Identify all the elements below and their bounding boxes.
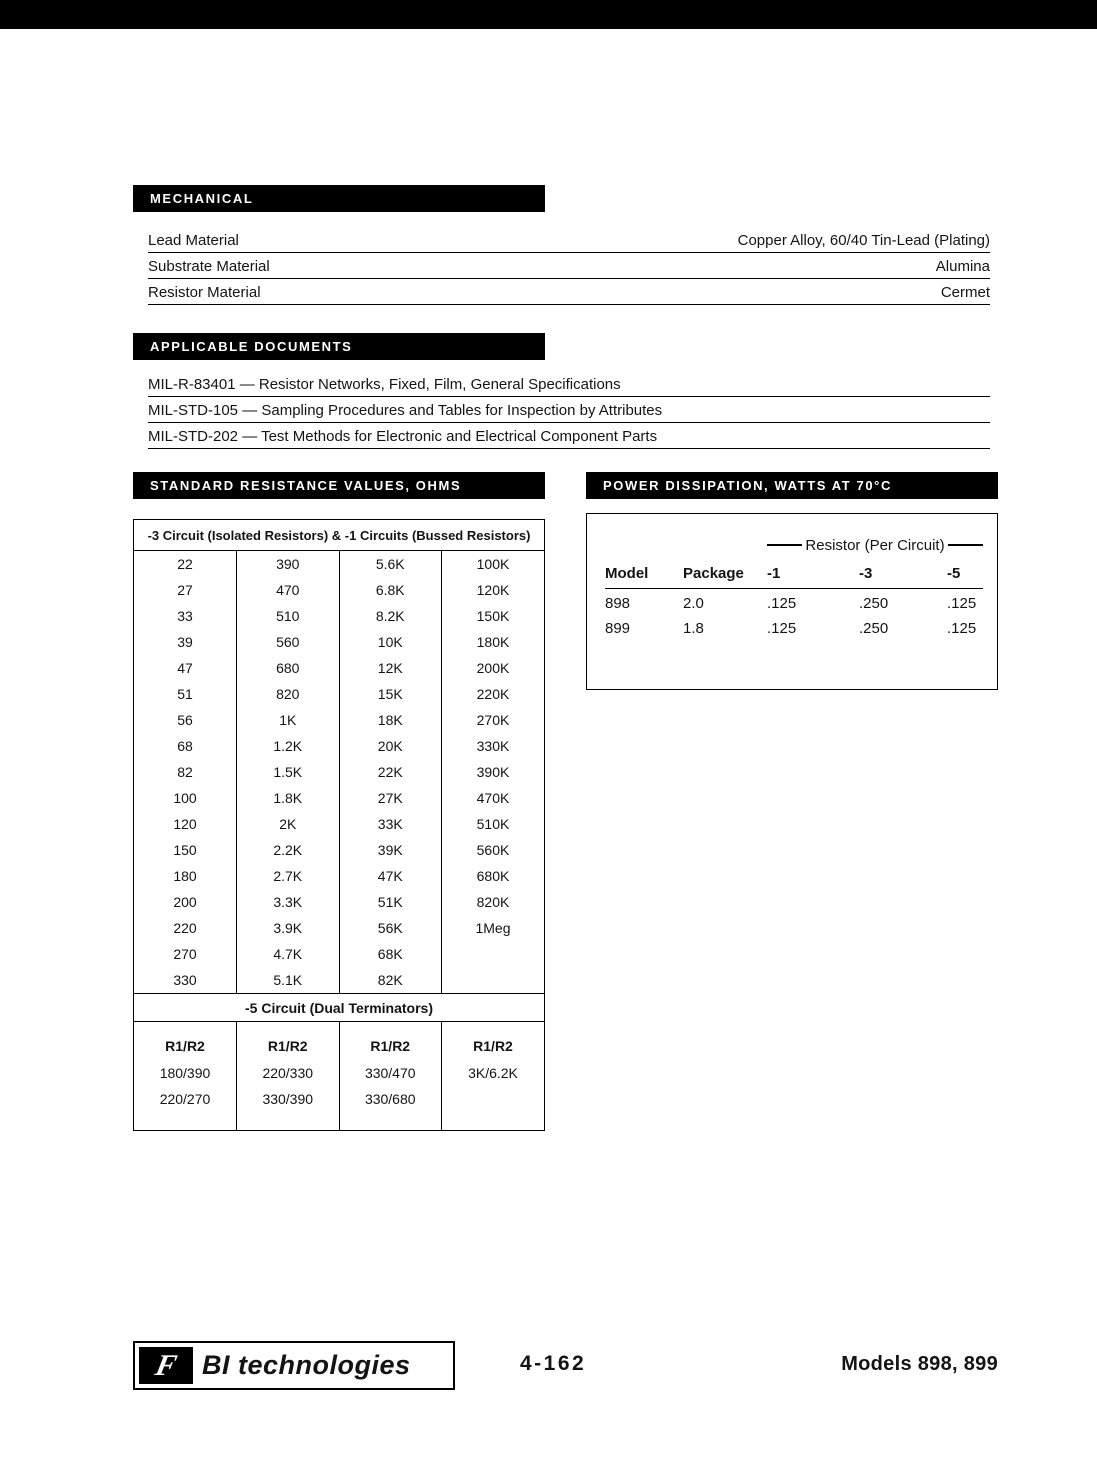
resistance-value: 1Meg: [475, 920, 511, 936]
power-dissipation-table-box: [586, 513, 998, 690]
resistance-value: 1K: [237, 707, 340, 733]
dual-row: [134, 1060, 544, 1086]
resistance-values-table: [133, 519, 545, 1131]
document-row: [148, 371, 990, 397]
resistance-value: 180K: [476, 634, 510, 650]
bi-technologies-logo: [133, 1341, 455, 1390]
models-label: Models 898, 899: [841, 1353, 998, 1375]
resistance-value: 820: [237, 681, 340, 707]
dual-value: 180/390: [134, 1060, 237, 1086]
resistance-value: 470K: [476, 790, 510, 806]
resistance-value: 2.2K: [237, 837, 340, 863]
resistance-grid-body: [134, 551, 544, 993]
resistance-value: 18K: [339, 707, 442, 733]
resistance-value: 680K: [476, 868, 510, 884]
resistance-value: 5.6K: [339, 551, 442, 577]
resistance-value: 47: [134, 655, 237, 681]
resistance-grid: [134, 551, 544, 993]
resistance-value: 220: [134, 915, 237, 941]
resistance-value: 27K: [339, 785, 442, 811]
dual-column-header: R1/R2: [339, 1022, 442, 1060]
power-value: .125: [947, 595, 977, 612]
resistance-row: [134, 733, 544, 759]
resistance-value: 22K: [339, 759, 442, 785]
power-dissipation-title: POWER DISSIPATION, WATTS AT 70°C: [603, 478, 892, 493]
resistance-value: 47K: [339, 863, 442, 889]
power-group-row: [605, 530, 983, 562]
resistance-value: [442, 941, 545, 967]
resistance-value: 6.8K: [339, 577, 442, 603]
column-header-minus5: -5: [947, 562, 983, 589]
dual-terminator-grid: [134, 1022, 544, 1130]
resistance-values-header-bar: [133, 472, 545, 499]
dual-filler-row: [134, 1112, 544, 1130]
resistance-row: [134, 785, 544, 811]
resistance-value: 39K: [339, 837, 442, 863]
resistance-value: 15K: [339, 681, 442, 707]
resistance-value: 560K: [476, 842, 510, 858]
resistance-value: 510K: [476, 816, 510, 832]
resistance-value: 200K: [476, 660, 510, 676]
resistance-value: 4.7K: [237, 941, 340, 967]
resistance-value: 120K: [476, 582, 510, 598]
resistance-row: [134, 941, 544, 967]
dual-column-header: R1/R2: [473, 1038, 513, 1054]
spec-value: Alumina: [935, 258, 990, 275]
resistance-value: 22: [134, 551, 237, 577]
document-row: [148, 397, 990, 423]
power-dissipation-table: [605, 530, 983, 639]
resistance-values-title: STANDARD RESISTANCE VALUES, OHMS: [150, 478, 462, 493]
power-row: [605, 589, 983, 615]
bi-logo-text: BI technologies: [202, 1350, 411, 1380]
resistance-row: [134, 629, 544, 655]
column-header-package: Package: [683, 562, 767, 589]
dual-value: [442, 1086, 545, 1112]
resistance-value: 560: [237, 629, 340, 655]
power-table-body: [605, 589, 983, 640]
power-value: .250: [859, 595, 889, 612]
dash-line-right: [948, 544, 983, 546]
document-text: MIL-STD-202 — Test Methods for Electronic and Electrical Component Parts: [148, 428, 658, 445]
resistance-value: 51K: [339, 889, 442, 915]
resistance-row: [134, 967, 544, 993]
document-row: [148, 423, 990, 449]
column-header-minus1: -1: [767, 562, 859, 589]
top-border-bar: [0, 0, 1097, 29]
power-value: .250: [859, 620, 889, 637]
dual-value: 220/270: [134, 1086, 237, 1112]
page-number: 4-162: [520, 1352, 587, 1375]
resistance-value: 82K: [339, 967, 442, 993]
resistance-row: [134, 551, 544, 577]
resistance-row: [134, 655, 544, 681]
resistance-value: 220K: [476, 686, 510, 702]
dual-column-header: R1/R2: [237, 1022, 340, 1060]
resistance-value: 100: [134, 785, 237, 811]
resistance-value: 820K: [476, 894, 510, 910]
resistance-row: [134, 863, 544, 889]
dual-value: 330/470: [339, 1060, 442, 1086]
power-header-row: [605, 562, 983, 589]
resistance-value: 270: [134, 941, 237, 967]
resistance-value: 200: [134, 889, 237, 915]
column-header-model: Model: [605, 562, 683, 589]
resistance-row: [134, 811, 544, 837]
resistance-value: 150: [134, 837, 237, 863]
resistance-row: [134, 577, 544, 603]
power-value: .125: [767, 620, 797, 637]
spec-row: [148, 253, 990, 279]
resistance-value: 20K: [339, 733, 442, 759]
power-dissipation-header-bar: [586, 472, 998, 499]
resistance-value: 390: [237, 551, 340, 577]
dash-line-left: [767, 544, 802, 546]
spec-value: Copper Alloy, 60/40 Tin-Lead (Plating): [737, 232, 990, 249]
power-value: 2.0: [683, 595, 704, 612]
resistance-value: 82: [134, 759, 237, 785]
dual-column-header: R1/R2: [134, 1022, 237, 1060]
resistance-value: 1.8K: [237, 785, 340, 811]
resistance-value: 12K: [339, 655, 442, 681]
resistance-value: 39: [134, 629, 237, 655]
resistance-value: 330K: [476, 738, 510, 754]
document-text: MIL-STD-105 — Sampling Procedures and Tables for Inspection by Attributes: [148, 402, 663, 419]
column-header-minus3: -3: [859, 562, 947, 589]
resistance-value: 33K: [339, 811, 442, 837]
dual-value: 3K/6.2K: [468, 1065, 518, 1081]
resistance-value: 3.9K: [237, 915, 340, 941]
resistance-value: 510: [237, 603, 340, 629]
applicable-documents-rows: [148, 371, 990, 449]
power-value: .125: [767, 595, 797, 612]
mechanical-title: MECHANICAL: [150, 191, 254, 206]
resistance-row: [134, 707, 544, 733]
bi-logo-icon: [139, 1347, 193, 1384]
power-value: 899: [605, 620, 631, 637]
dual-value: 220/330: [237, 1060, 340, 1086]
resistance-value: [442, 967, 545, 993]
resistance-row: [134, 915, 544, 941]
group-header-label: Resistor (Per Circuit): [805, 536, 945, 554]
resistance-value: 3.3K: [237, 889, 340, 915]
applicable-documents-header-bar: [133, 333, 545, 360]
power-row: [605, 614, 983, 639]
applicable-documents-title: APPLICABLE DOCUMENTS: [150, 339, 353, 354]
dual-grid-header-row: [134, 1022, 544, 1060]
spec-label: Substrate Material: [148, 258, 270, 275]
bi-logo-glyph: F: [152, 1348, 180, 1382]
power-value: 898: [605, 595, 631, 612]
circuit-3-1-header: -3 Circuit (Isolated Resistors) & -1 Circuits (Bussed Resistors): [134, 520, 544, 551]
dual-filler-cell: [237, 1112, 340, 1130]
resistance-value: 1.5K: [237, 759, 340, 785]
resistance-value: 10K: [339, 629, 442, 655]
resistor-per-circuit-header: [767, 530, 983, 560]
resistance-value: 51: [134, 681, 237, 707]
resistance-value: 330: [134, 967, 237, 993]
circuit-5-header: -5 Circuit (Dual Terminators): [134, 993, 544, 1022]
resistance-value: 68: [134, 733, 237, 759]
mechanical-rows: [148, 227, 990, 305]
resistance-row: [134, 837, 544, 863]
resistance-row: [134, 603, 544, 629]
spec-label: Lead Material: [148, 232, 239, 249]
spec-row: [148, 227, 990, 253]
resistance-value: 2.7K: [237, 863, 340, 889]
dual-filler-cell: [442, 1112, 545, 1130]
resistance-value: 120: [134, 811, 237, 837]
resistance-value: 5.1K: [237, 967, 340, 993]
resistance-value: 100K: [476, 556, 510, 572]
resistance-value: 470: [237, 577, 340, 603]
resistance-value: 8.2K: [339, 603, 442, 629]
resistance-value: 56K: [339, 915, 442, 941]
dual-filler-cell: [339, 1112, 442, 1130]
resistance-row: [134, 681, 544, 707]
dual-value: 330/390: [237, 1086, 340, 1112]
resistance-value: 56: [134, 707, 237, 733]
spec-label: Resistor Material: [148, 284, 261, 301]
spec-row: [148, 279, 990, 305]
resistance-value: 68K: [339, 941, 442, 967]
resistance-value: 33: [134, 603, 237, 629]
resistance-value: 1.2K: [237, 733, 340, 759]
power-value: .125: [947, 620, 977, 637]
resistance-value: 680: [237, 655, 340, 681]
resistance-value: 180: [134, 863, 237, 889]
resistance-value: 150K: [476, 608, 510, 624]
resistance-value: 27: [134, 577, 237, 603]
dual-grid-body: [134, 1060, 544, 1130]
resistance-row: [134, 759, 544, 785]
mechanical-header-bar: [133, 185, 545, 212]
spec-value: Cermet: [940, 284, 990, 301]
dual-value: 330/680: [339, 1086, 442, 1112]
dual-filler-cell: [134, 1112, 237, 1130]
resistance-row: [134, 889, 544, 915]
dual-row: [134, 1086, 544, 1112]
power-value: 1.8: [683, 620, 704, 637]
resistance-value: 270K: [476, 712, 510, 728]
resistance-value: 2K: [237, 811, 340, 837]
document-text: MIL-R-83401 — Resistor Networks, Fixed, Film, General Specifications: [148, 376, 621, 393]
resistance-value: 390K: [476, 764, 510, 780]
